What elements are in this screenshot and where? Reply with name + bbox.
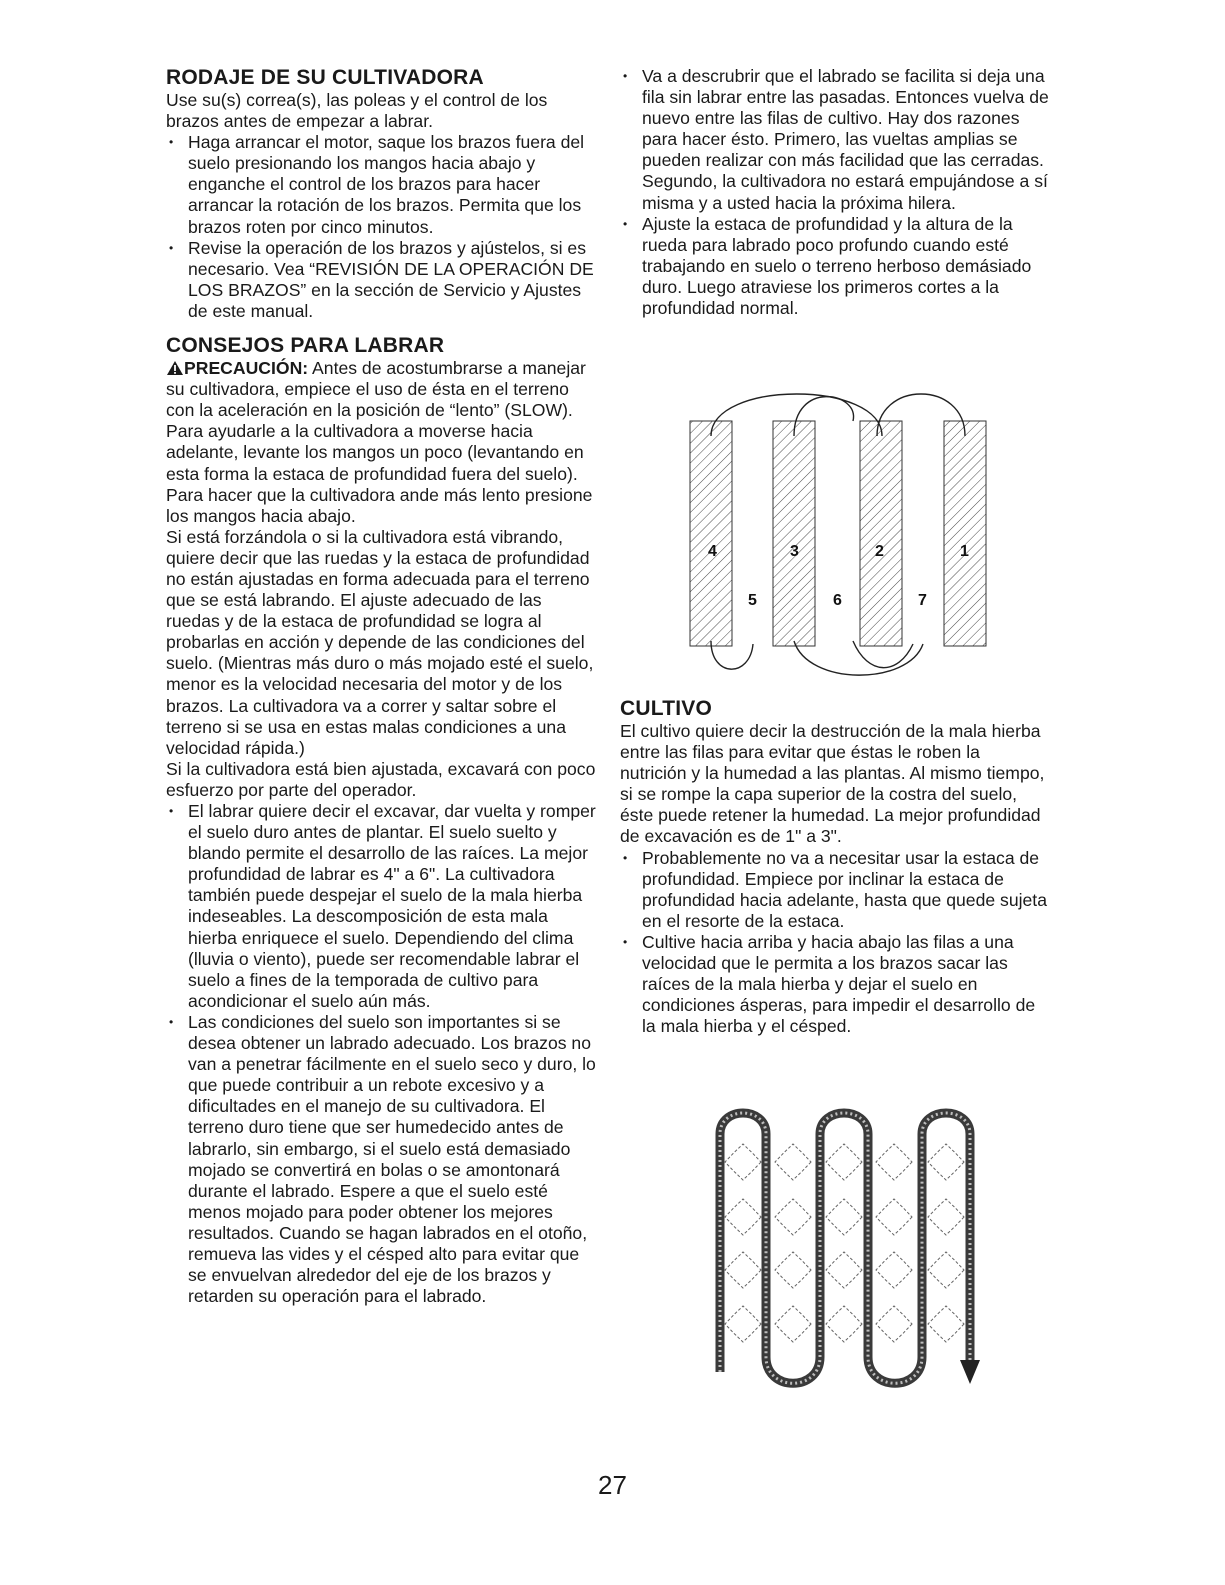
tilled-row bbox=[690, 421, 732, 646]
plant-icon bbox=[876, 1199, 912, 1235]
consejos-p2: Si está forzándola o si la cultivadora está vibrando, quiere decir que las ruedas y la estaca de profundidad no están ajustadas en forma adecuada para el terreno que se está labrando. El ajuste adecuado de las ruedas y de la estaca de profundidad se logra al probarlas en acción y depende de las condiciones del suelo. (Mientras más duro o más mojado esté el suelo, menor es la velocidad necesaria del motor y de los brazos. La cultivadora va a correr y saltar sobre el terreno si se usa en estas malas condiciones a una velocidad rápida.) bbox=[166, 526, 594, 758]
caution-paragraph bbox=[166, 358, 596, 421]
plant-icon bbox=[775, 1199, 811, 1235]
plant-icon bbox=[876, 1306, 912, 1342]
plant-icon bbox=[928, 1199, 964, 1235]
cultivo-text: El cultivo quiere decir la destrucción de la mala hierba entre las filas para evitar que éstas le roben la nutrición y la humedad a las plantas. Al mismo tiempo, si se rompe la capa superior de la costra del suelo, éste puede retener la humedad. La mejor profundidad de excavación es de 1" a 3". bbox=[620, 721, 1045, 847]
plant-icon bbox=[928, 1144, 964, 1180]
list-item: • Probablemente no va a necesitar usar la estaca de profundidad. Empiece por inclinar la estaca de profundidad hacia adelante, hasta que quede sujeta en el resorte de la estaca. bbox=[620, 848, 1050, 932]
consejos-heading: CONSEJOS PARA LABRAR bbox=[166, 334, 445, 358]
plant-icon bbox=[876, 1144, 912, 1180]
cultivation-path-diagram bbox=[708, 1102, 988, 1394]
plant-icon bbox=[775, 1306, 811, 1342]
left-column bbox=[166, 66, 596, 1307]
cultivo-heading: CULTIVO bbox=[620, 697, 713, 720]
tilling-pattern-diagram bbox=[668, 386, 1008, 686]
list-item: • Haga arrancar el motor, saque los brazos fuera del suelo presionando los mangos hacia abajo y enganche el control de los brazos para hacer arrancar la rotación de los brazos. Permita que los brazos roten por cinco minutos. bbox=[166, 132, 596, 237]
row-number-label: 2 bbox=[875, 543, 884, 560]
plant-icon bbox=[725, 1144, 761, 1180]
caution-text: Antes de acostumbrarse a manejar su cultivadora, empiece el uso de ésta en el terreno con la aceleración en la posición de “lento” (SLOW). bbox=[166, 358, 586, 421]
plant-icon bbox=[826, 1306, 862, 1342]
list-item: • Ajuste la estaca de profundidad y la altura de la rueda para labrado poco profundo cuando esté trabajando en suelo o terreno herboso demásiado duro. Luego atraviese los primeros cortes a la profundidad normal. bbox=[620, 214, 1050, 319]
list-item: • Cultive hacia arriba y hacia abajo las filas a una velocidad que le permita a los brazos sacar las raíces de la mala hierba y dejar el suelo en condiciones ásperas, para impedir el desarrollo de la mala hierba y el césped. bbox=[620, 932, 1050, 1037]
cultivo-section bbox=[620, 697, 1050, 1037]
gap-number-label: 6 bbox=[833, 592, 842, 609]
cultivo-bullets bbox=[620, 848, 1050, 1038]
tilled-row bbox=[944, 421, 986, 646]
gap-number-label: 5 bbox=[748, 592, 757, 609]
tilling-tips-bullets bbox=[620, 66, 1050, 319]
tilled-row bbox=[773, 421, 815, 646]
arrow-head-icon bbox=[960, 1360, 980, 1384]
page-number: 27 bbox=[598, 1470, 627, 1500]
plant-icon bbox=[928, 1306, 964, 1342]
right-column bbox=[620, 66, 1050, 319]
caution-label: PRECAUCIÓN: bbox=[184, 358, 309, 379]
rodaje-bullets bbox=[166, 132, 596, 322]
plant-icon bbox=[725, 1252, 761, 1288]
consejos-bullets bbox=[166, 801, 596, 1307]
list-item: • Va a descrubrir que el labrado se facilita si deja una fila sin labrar entre las pasadas. Entonces vuelva de nuevo entre las filas de cultivo. Hay dos razones para hacer ésto. Primero, las vueltas amplias se pueden realizar con más facilidad que las cerradas. Segundo, la cultivadora no estará empujándose a sí misma y a usted hacia la próxima hilera. bbox=[620, 66, 1050, 214]
list-item: • El labrar quiere decir el excavar, dar vuelta y romper el suelo duro antes de plantar. El suelo suelto y blando permite el desarrollo de las raíces. La mejor profundidad de labrar es 4" a 6". La cultivadora también puede despejar el suelo de la mala hierba indeseables. La descomposición de esta mala hierba enriquece el suelo. Dependiendo del clima (lluvia o viento), puede ser recomendable labrar el suelo a fines de la temporada de cultivo para acondicionar el suelo aún más. bbox=[166, 801, 596, 1012]
plant-icon bbox=[826, 1199, 862, 1235]
plant-icon bbox=[876, 1252, 912, 1288]
list-item: • Las condiciones del suelo son importantes si se desea obtener un labrado adecuado. Los brazos no van a penetrar fácilmente en el suelo seco y duro, lo que puede contribuir a un rebote excesivo y a dificultades en el manejo de su cultivadora. El terreno duro tiene que ser humedecido antes de labrarlo, sin embargo, si el suelo está demasiado mojado se convertirá en bolas o se amontonará durante el labrado. Espere a que el suelo esté menos mojado para poder obtener los mejores resultados. Cuando se hagan labrados en el otoño, remueva las vides y el césped alto para evitar que se envuelvan alrededor del eje de los brazos y retarden su operación para el labrado. bbox=[166, 1012, 596, 1307]
gap-number-label: 7 bbox=[918, 592, 927, 609]
warning-icon bbox=[166, 360, 184, 376]
plant-icon bbox=[725, 1199, 761, 1235]
plant-icon bbox=[928, 1252, 964, 1288]
plant-icon bbox=[826, 1252, 862, 1288]
plant-icon bbox=[775, 1144, 811, 1180]
plant-icon bbox=[775, 1252, 811, 1288]
list-item: • Revise la operación de los brazos y ajústelos, si es necesario. Vea “REVISIÓN DE LA OPERACIÓN DE LOS BRAZOS” en la sección de Servicio y Ajustes de este manual. bbox=[166, 238, 596, 322]
plant-icon bbox=[826, 1144, 862, 1180]
rodaje-intro: Use su(s) correa(s), las poleas y el control de los brazos antes de empezar a labrar. bbox=[166, 90, 548, 132]
serpentine-path bbox=[720, 1113, 970, 1383]
tilled-row bbox=[860, 421, 902, 646]
row-number-label: 3 bbox=[790, 543, 799, 560]
plant-icon bbox=[725, 1306, 761, 1342]
row-number-label: 1 bbox=[960, 543, 969, 560]
consejos-p1: Para ayudarle a la cultivadora a moverse hacia adelante, levante los mangos un poco (levantando en esta forma la estaca de profundidad fuera del suelo). Para hacer que la cultivadora ande más lento presione los mangos hacia abajo. bbox=[166, 421, 593, 526]
row-number-label: 4 bbox=[708, 543, 717, 560]
consejos-p3: Si la cultivadora está bien ajustada, excavará con poco esfuerzo por parte del operador. bbox=[166, 758, 596, 800]
rodaje-heading: RODAJE DE SU CULTIVADORA bbox=[166, 66, 484, 89]
